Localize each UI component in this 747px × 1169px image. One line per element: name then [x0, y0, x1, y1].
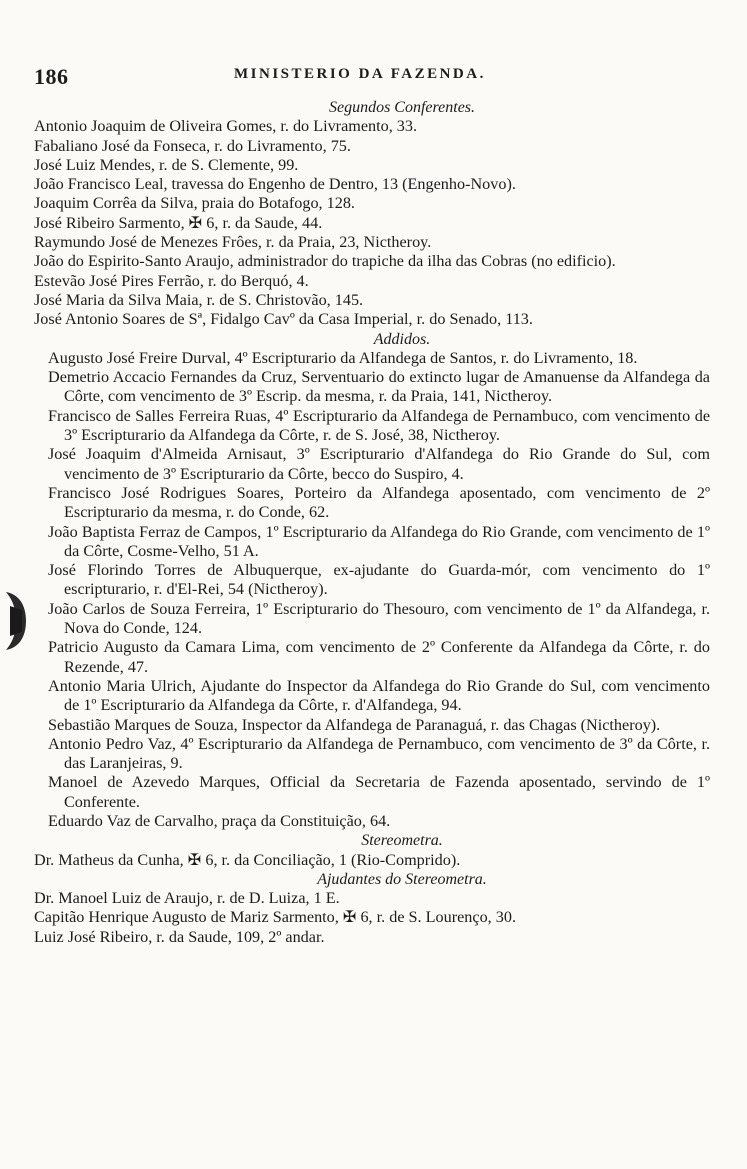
- list-item: José Maria da Silva Maia, r. de S. Christovão, 145.: [34, 290, 364, 309]
- list-item: Francisco de Salles Ferreira Ruas, 4º Escripturario da Alfandega de Pernambuco, com vencimento de 3º Escripturario da Alfandega da Côrte, r. de S. José, 38, Nictheroy.: [48, 406, 710, 445]
- list-item: Dr. Manoel Luiz de Araujo, r. de D. Luiza, 1 E.: [34, 889, 340, 908]
- page-header: [34, 64, 724, 90]
- list-item: João Francisco Leal, travessa do Engenho de Dentro, 13 (Engenho-Novo).: [34, 175, 516, 194]
- list-item: José Florindo Torres de Albuquerque, ex-ajudante do Guarda-mór, com vencimento do 1º escripturario, r. d'El-Rei, 54 (Nictheroy).: [48, 561, 710, 599]
- list-item: João do Espirito-Santo Araujo, administrador do trapiche da ilha das Cobras (no edificio).: [34, 252, 616, 271]
- list-item: Eduardo Vaz de Carvalho, praça da Constituição, 64.: [48, 811, 391, 830]
- list-item: Luiz José Ribeiro, r. da Saude, 109, 2º andar.: [34, 927, 325, 946]
- list-item: Augusto José Freire Durval, 4º Escripturario da Alfandega de Santos, r. do Livramento, 18.: [48, 348, 638, 367]
- margin-ornament-icon: [4, 588, 30, 654]
- list-item: Francisco José Rodrigues Soares, Porteiro da Alfandega aposentado, com vencimento de 2º Escripturario da mesma, r. do Conde, 62.: [48, 483, 710, 522]
- list-item: João Carlos de Souza Ferreira, 1º Escripturario do Thesouro, com vencimento de 1º da Alfandega, r. Nova do Conde, 124.: [48, 599, 710, 638]
- list-item: Dr. Matheus da Cunha, ✠ 6, r. da Conciliação, 1 (Rio-Comprido).: [34, 850, 461, 869]
- list-item: José Joaquim d'Almeida Arnisaut, 3º Escripturario d'Alfandega do Rio Grande do Sul, com vencimento de 3º Escripturario da Côrte, becco do Suspiro, 4.: [48, 445, 710, 483]
- list-item: Antonio Pedro Vaz, 4º Escripturario da Alfandega de Pernambuco, com vencimento de 3º da Côrte, r. das Laranjeiras, 9.: [48, 734, 710, 773]
- list-item: Estevão José Pires Ferrão, r. do Berquó, 4.: [34, 271, 309, 290]
- list-item: Patricio Augusto da Camara Lima, com vencimento de 2º Conferente da Alfandega da Côrte, r. do Rezende, 47.: [48, 638, 710, 676]
- list-item: José Ribeiro Sarmento, ✠ 6, r. da Saude, 44.: [34, 213, 323, 232]
- section-segundos-conferentes: [34, 98, 710, 330]
- page-number: 186: [34, 64, 69, 89]
- section-stereometra: [34, 831, 710, 870]
- section-title: Addidos.: [373, 330, 431, 348]
- list-item: Raymundo José de Menezes Frôes, r. da Praia, 23, Nictheroy.: [34, 233, 432, 252]
- section-title: Stereometra.: [361, 832, 443, 850]
- list-item: Antonio Joaquim de Oliveira Gomes, r. do Livramento, 33.: [34, 117, 418, 136]
- list-item: João Baptista Ferraz de Campos, 1º Escripturario da Alfandega do Rio Grande, com vencimento de 1º da Côrte, Cosme-Velho, 51 A.: [48, 522, 710, 560]
- document-body: [34, 98, 710, 947]
- list-item: Fabaliano José da Fonseca, r. do Livramento, 75.: [34, 136, 351, 155]
- running-title: MINISTERIO DA FAZENDA.: [234, 66, 486, 82]
- list-item: Capitão Henrique Augusto de Mariz Sarmento, ✠ 6, r. de S. Lourenço, 30.: [34, 908, 517, 927]
- list-item: José Luiz Mendes, r. de S. Clemente, 99.: [34, 155, 299, 174]
- list-item: Sebastião Marques de Souza, Inspector da Alfandega de Paranaguá, r. das Chagas (Nictheroy).: [48, 715, 661, 734]
- section-title: Segundos Conferentes.: [328, 99, 476, 116]
- section-title: Ajudantes do Stereometra.: [317, 870, 487, 888]
- list-item: Joaquim Corrêa da Silva, praia do Botafogo, 128.: [34, 194, 355, 213]
- list-item: Demetrio Accacio Fernandes da Cruz, Serventuario do extincto lugar de Amanuense da Alfandega da Côrte, com vencimento de 3º Escrip. da mesma, r. da Praia, 141, Nictheroy.: [48, 368, 710, 406]
- section-addidos: [34, 330, 710, 832]
- list-item: Antonio Maria Ulrich, Ajudante do Inspector da Alfandega do Rio Grande do Sul, com vencimento de 1º Escripturario da Alfandega da Côrte, r. d'Alfandega, 94.: [48, 676, 710, 715]
- list-item: Manoel de Azevedo Marques, Official da Secretaria de Fazenda aposentado, servindo de 1º Conferente.: [48, 773, 710, 811]
- list-item: José Antonio Soares de Sª, Fidalgo Cavº da Casa Imperial, r. do Senado, 113.: [34, 310, 533, 329]
- section-ajudantes-stereometra: [34, 870, 710, 947]
